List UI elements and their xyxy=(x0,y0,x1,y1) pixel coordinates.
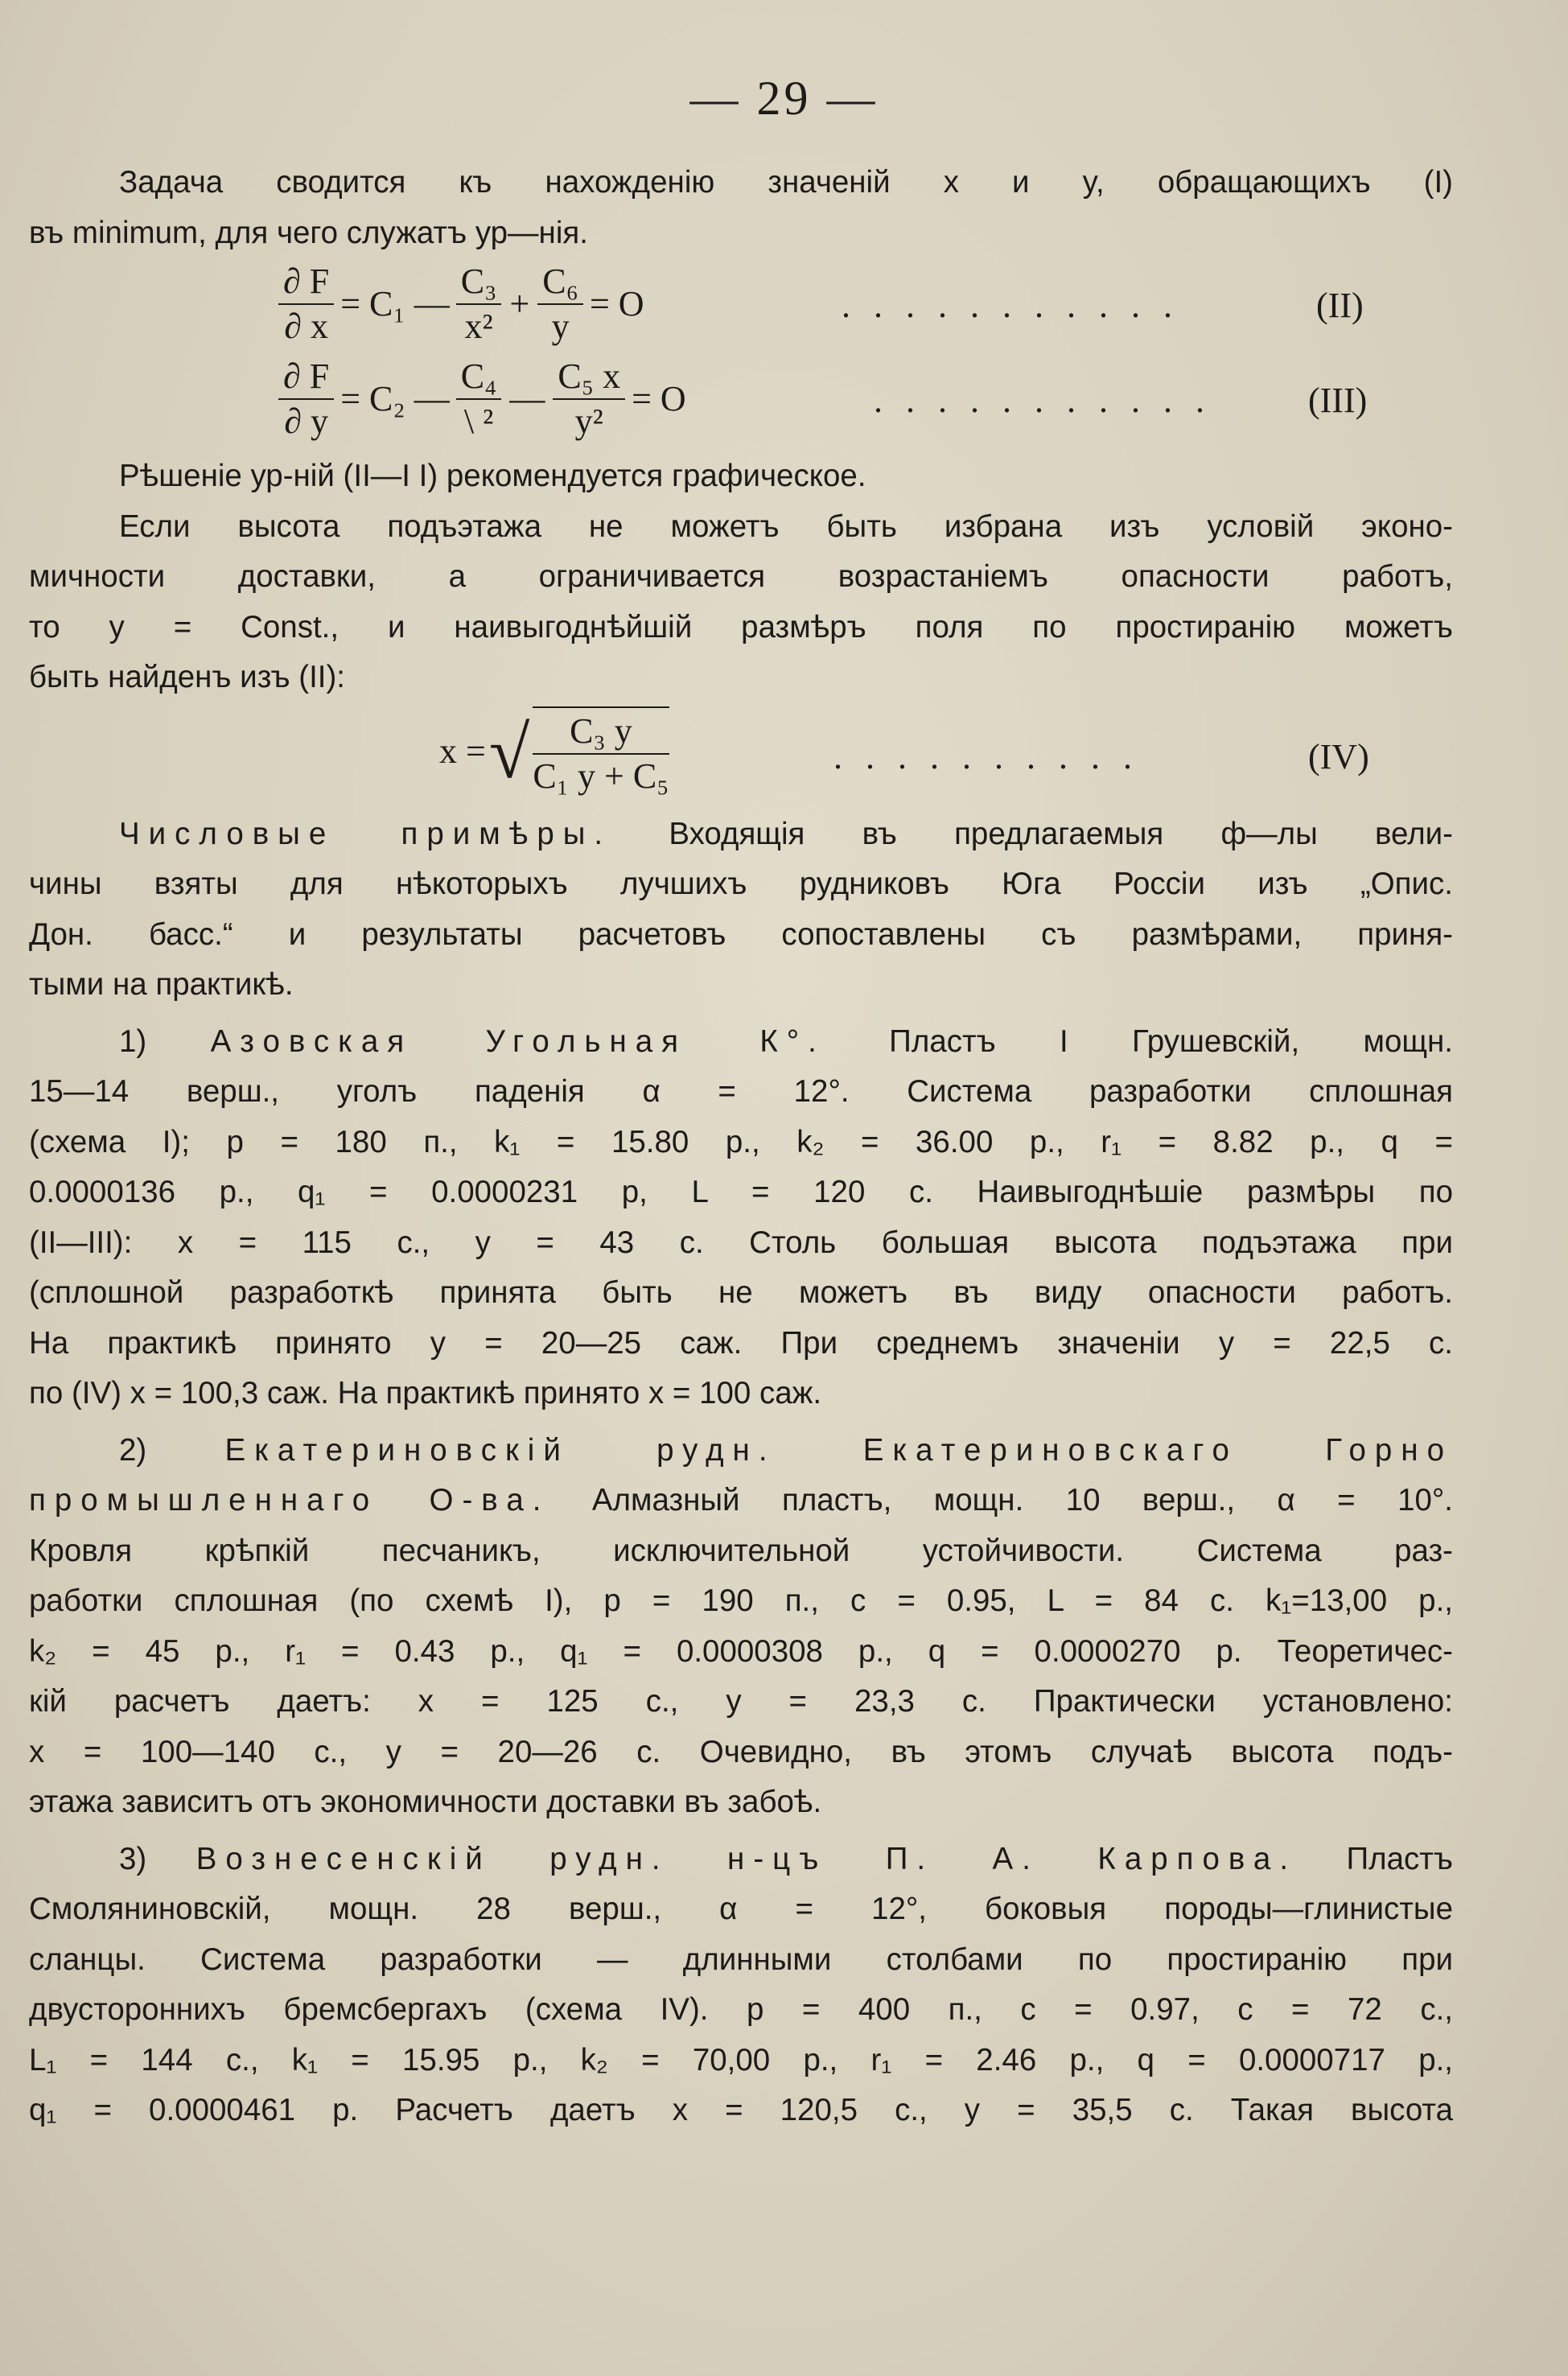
text-line: Кровля крѣпкій песчаникъ, исключительной устойчивости. Система раз- xyxy=(29,1533,1453,1568)
equation-lhs: $\frac{\partial F}{\partial y}$ xyxy=(278,355,334,443)
text-line: x = 100—140 с., y = 20—26 с. Очевидно, въ этомъ случаѣ высота подъ- xyxy=(29,1734,1453,1769)
sqrt-sign-icon: √ xyxy=(488,710,530,793)
equation-iii xyxy=(29,355,1453,451)
equation-lhs: $\frac{\partial F}{\partial x}$ xyxy=(278,260,334,348)
spaced-heading: Азовская Угольная К°. xyxy=(210,1023,825,1059)
equation-fraction: $\frac{\text{C₅ x}}{\text{y²}}$ xyxy=(553,355,625,443)
text-line: промышленнаго О-ва. Алмазный пластъ, мощн. 10 верш., α = 10°. xyxy=(29,1483,1453,1517)
paragraph-solution xyxy=(29,451,1453,502)
equation-iv xyxy=(29,703,1453,809)
text-line: Рѣшеніе ур-ній (II—I I) рекомендуется графическое. xyxy=(119,459,866,493)
equation-fraction: $\frac{\text{C₆}}{y}$ xyxy=(537,260,583,348)
text-line: кій расчетъ даетъ: x = 125 с., y = 23,3 с. Практически установлено: xyxy=(29,1684,1453,1719)
text-line: (схема I); p = 180 п., k₁ = 15.80 р., k₂ = 36.00 р., r₁ = 8.82 р., q = xyxy=(29,1124,1453,1159)
text-line: въ minimum, для чего служатъ ур—нія. xyxy=(29,215,588,250)
equation-tag: (III) xyxy=(1308,381,1368,420)
text-line: 0.0000136 р., q₁ = 0.0000231 р, L = 120 с. Наивыгоднѣшіе размѣры по xyxy=(29,1175,1453,1209)
equation-fraction: $\frac{\text{C₄}}{\text{\textbackslash{} ²}}$ xyxy=(456,355,502,443)
spaced-heading: Числовые примѣры. xyxy=(119,816,612,851)
example-1 xyxy=(29,1017,1453,1419)
leader-dots: . . . . . . . . . . . xyxy=(874,381,1212,420)
equation-ii xyxy=(29,258,1453,355)
text-line: На практикѣ принято y = 20—25 саж. При среднемъ значеніи y = 22,5 с. xyxy=(29,1325,1453,1361)
leader-dots: . . . . . . . . . . xyxy=(833,736,1139,776)
equation-term: = O xyxy=(589,283,644,323)
text-line: Числовые примѣры. Входящія въ предлагаемыя ф—лы вели- xyxy=(119,816,1453,851)
equation-lhs: x = xyxy=(439,731,486,772)
equation-term: — xyxy=(509,378,545,418)
example-2 xyxy=(29,1426,1453,1828)
text-line: двустороннихъ бремсбергахъ (схема IV). p = 400 п., c = 0.97, c = 72 с., xyxy=(29,1992,1453,2027)
equation-tag: (II) xyxy=(1316,286,1364,325)
paragraph-constant-height xyxy=(29,502,1453,703)
text-line: 3) Вознесенскій рудн. н-цъ П. А. Карпова. Пластъ xyxy=(119,1841,1453,1876)
text-line: работки сплошная (по схемѣ I), p = 190 п., c = 0.95, L = 84 с. k₁=13,00 р., xyxy=(29,1583,1453,1618)
leader-dots: . . . . . . . . . . . xyxy=(842,286,1179,325)
text-line: то y = Const., и наивыгоднѣйшій размѣръ поля по простиранію можетъ xyxy=(29,609,1453,644)
intro-paragraph xyxy=(29,158,1453,258)
spaced-heading: Екатериновскій рудн. Екатериновскаго Горно xyxy=(224,1432,1453,1468)
text-line: (II—III): x = 115 с., y = 43 с. Столь большая высота подъэтажа при xyxy=(29,1225,1453,1260)
text-line: 1) Азовская Угольная К°. Пластъ I Грушевскій, мощн. xyxy=(119,1023,1453,1059)
text-line: L₁ = 144 с., k₁ = 15.95 р., k₂ = 70,00 р., r₁ = 2.46 р., q = 0.0000717 р., xyxy=(29,2042,1453,2077)
equation-term: + xyxy=(509,283,530,323)
text-line: этажа зависитъ отъ экономичности доставки въ забоѣ. xyxy=(29,1785,822,1819)
text-line: (сплошной разработкѣ принята быть не можетъ въ виду опасности работъ. xyxy=(29,1275,1453,1310)
equation-term: = C₁ — xyxy=(340,283,450,323)
text-line: Смоляниновскій, мощн. 28 верш., α = 12°, боковыя породы—глинистые xyxy=(29,1892,1453,1926)
equation-term: = O xyxy=(632,378,686,418)
page-body xyxy=(29,158,1453,2136)
spaced-heading: промышленнаго О-ва. xyxy=(29,1483,550,1517)
equation-fraction: $\frac{\text{C₃}}{\text{x²}}$ xyxy=(456,260,502,348)
page-number: — 29 — xyxy=(689,72,879,125)
text-line: Дон. басс.“ и результаты расчетовъ сопоставлены съ размѣрами, приня- xyxy=(29,916,1453,952)
text-line: 2) Екатериновскій рудн. Екатериновскаго Горно xyxy=(119,1432,1453,1468)
equation-fraction: $\frac{\text{C₃ y}}{\text{C₁ y + C₅}}$ xyxy=(533,706,669,798)
text-line: q₁ = 0.0000461 р. Расчетъ даетъ x = 120,5 с., y = 35,5 с. Такая высота xyxy=(29,2093,1453,2127)
equation-term: = C₂ — xyxy=(340,378,450,418)
example-3 xyxy=(29,1835,1453,2136)
text-line: k₂ = 45 р., r₁ = 0.43 р., q₁ = 0.0000308 р., q = 0.0000270 р. Теоретичес- xyxy=(29,1633,1453,1669)
text-line: чины взяты для нѣкоторыхъ лучшихъ рудниковъ Юга Россіи изъ „Опис. xyxy=(29,867,1453,901)
text-line: по (IV) x = 100,3 саж. На практикѣ принято x = 100 саж. xyxy=(29,1376,822,1410)
text-line: 15—14 верш., уголъ паденія α = 12°. Система разработки сплошная xyxy=(29,1074,1453,1109)
equation-tag: (IV) xyxy=(1308,736,1369,776)
spaced-heading: Вознесенскій рудн. н-цъ П. А. Карпова. xyxy=(195,1841,1298,1876)
text-line: Задача сводится къ нахожденію значеній x и y, обращающихъ (I) xyxy=(119,165,1453,200)
paragraph-numerical-examples xyxy=(29,809,1453,1011)
text-line: сланцы. Система разработки — длинными столбами по простиранію при xyxy=(29,1942,1453,1977)
text-line: тыми на практикѣ. xyxy=(29,967,294,1002)
text-line: быть найденъ изъ (II): xyxy=(29,660,345,694)
text-line: Если высота подъэтажа не можетъ быть избрана изъ условій эконо- xyxy=(119,509,1453,544)
text-line: мичности доставки, а ограничивается возрастаніемъ опасности работъ, xyxy=(29,559,1453,594)
